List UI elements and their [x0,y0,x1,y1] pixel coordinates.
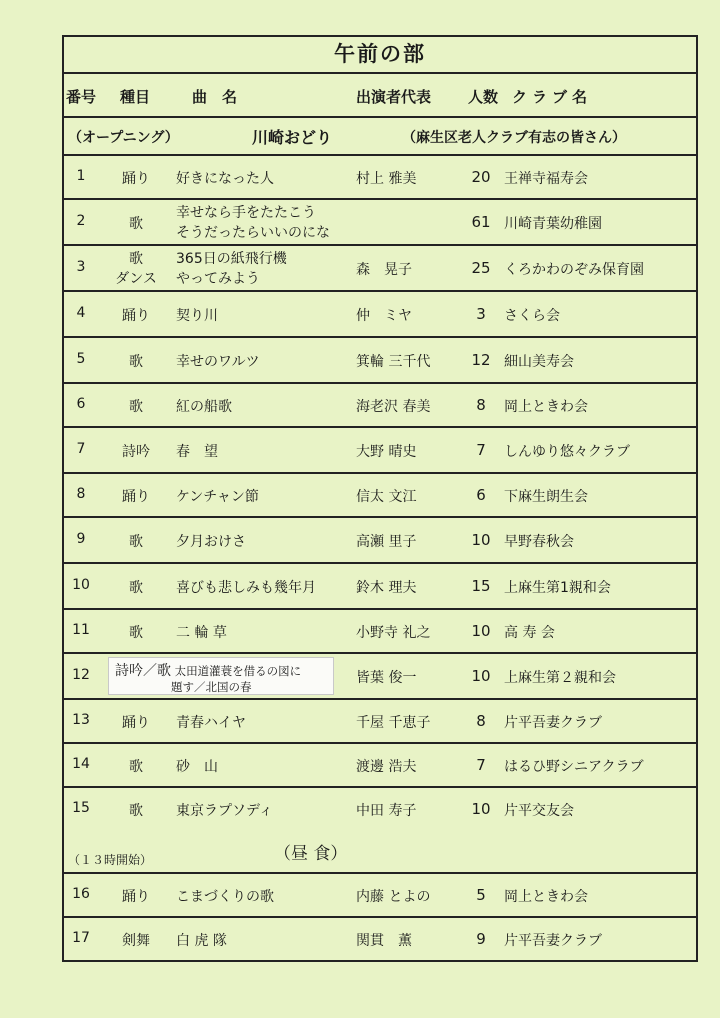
row-number: 11 [72,622,90,638]
row-club: 早野春秋会 [504,534,574,550]
row-performer: 千屋 千恵子 [356,715,431,731]
row-song: 春 望 [176,444,218,460]
row-performer: 村上 雅美 [356,171,417,187]
row-kind: 歌 [129,625,143,641]
row-performer: 中田 寿子 [356,803,417,819]
row-song: 青春ハイヤ [176,715,246,731]
table-row [64,744,696,788]
row-number: 12 [72,667,90,683]
row-count: 6 [476,486,486,504]
row-song: 夕月おけさ [176,534,246,550]
table-row [64,700,696,744]
row-club: はるひ野シニアクラブ [504,759,644,775]
row-performer: 内藤 とよの [356,889,431,905]
row-performer: 鈴木 理夫 [356,580,417,596]
table-row [64,788,696,830]
opening-row [64,118,696,156]
program-table [62,35,698,962]
row-song: 契り川 [176,308,218,324]
row-number: 6 [76,396,86,412]
row-club: くろかわのぞみ保育園 [504,262,644,278]
opening-label: （オープニング） [68,130,179,146]
row-kind: 剣舞 [122,933,150,949]
row-song-2: 題す／北国の春 [171,680,252,694]
row-count: 9 [476,930,486,948]
row-number: 10 [72,577,90,593]
row-club: 片平交友会 [504,803,574,819]
row-count: 12 [471,351,491,369]
row-kind: 歌 [129,803,143,819]
row-club: 片平吾妻クラブ [504,715,602,731]
table-row [64,918,696,960]
table-row [64,874,696,918]
opening-club: （麻生区老人クラブ有志の皆さん） [402,130,626,146]
row-song: 幸せなら手をたたこう [176,205,316,221]
row-club: 片平吾妻クラブ [504,933,602,949]
row-kind: 踊り [122,889,150,905]
row-club: 岡上ときわ会 [504,399,588,415]
row-kind: 歌 [129,216,143,232]
row-kind: 歌 [129,399,143,415]
row-club: 岡上ときわ会 [504,889,588,905]
row-number: 1 [76,168,86,184]
row-number: 14 [72,756,90,772]
row-kind: 歌 [129,580,143,596]
row-performer: 渡邊 浩夫 [356,759,417,775]
opening-song: 川崎おどり [252,128,333,147]
row-kind: 歌 [129,534,143,550]
row-performer: 箕輪 三千代 [356,354,431,370]
lunch-row [64,830,696,874]
row-count: 3 [476,305,486,323]
header-row [64,74,696,118]
row-number: 15 [72,800,90,816]
pasted-label-line-1 [115,660,301,680]
row-performer: 小野寺 礼之 [356,625,431,641]
row-count: 7 [476,441,486,459]
row-number: 17 [72,930,90,946]
row-song: 365日の紙飛行機 [176,251,287,267]
lunch-time: （１３時開始） [68,853,153,867]
row-number: 5 [76,351,86,367]
row-kind: 詩吟 [122,444,150,460]
header-performer: 出演者代表 [356,88,432,106]
row-performer: 信太 文江 [356,489,417,505]
row-kind: 歌 [129,251,143,267]
row-performer: 森 晃子 [356,262,412,278]
table-row [64,338,696,384]
row-count: 10 [471,531,491,549]
row-performer: 仲 ミヤ [356,308,412,324]
row-club: 上麻生第1親和会 [504,580,611,596]
row-song-2: やってみよう [176,271,260,287]
row-kind: 歌 [129,354,143,370]
lunch-label: （昼 食） [274,844,348,864]
row-count: 15 [471,577,491,595]
table-row [64,564,696,610]
table-row [64,610,696,654]
row-song: 白 虎 隊 [176,933,227,949]
row-count: 7 [476,756,486,774]
table-row [64,292,696,338]
row-number: 9 [76,531,86,547]
row-number: 8 [76,486,86,502]
row-club: 川崎青葉幼稚園 [504,216,602,232]
row-club: 細山美寿会 [504,354,574,370]
row-song: 好きになった人 [176,171,274,187]
row-count: 5 [476,886,486,904]
row-count: 10 [471,622,491,640]
row-count: 61 [471,213,491,231]
table-row [64,156,696,200]
row-kind-2: ダンス [115,271,157,287]
row-song: 幸せのワルツ [176,354,260,370]
row-song: ケンチャン節 [176,489,259,505]
row-number: 3 [76,259,86,275]
header-kind: 種目 [120,88,151,106]
row-club: さくら会 [504,308,560,324]
table-row [64,654,696,700]
header-no: 番号 [66,88,97,106]
row-song: 喜びも悲しみも幾年月 [176,580,316,596]
row-club: 上麻生第２親和会 [504,670,616,686]
row-number: 4 [76,305,86,321]
table-row [64,474,696,518]
row-number: 2 [76,213,86,229]
row-performer: 関貫 薫 [356,933,412,949]
row-song: 東京ラプソディ [176,803,273,819]
row-song-2: そうだったらいいのにな [176,225,330,241]
row-kind: 歌 [129,759,143,775]
row-club: 下麻生朗生会 [504,489,588,505]
row-count: 10 [471,667,491,685]
row-performer: 海老沢 春美 [356,399,431,415]
row-kind: 詩吟／歌 [115,663,171,679]
row-club: しんゆり悠々クラブ [504,444,630,460]
row-song: 紅の船歌 [176,399,232,415]
table-row [64,384,696,428]
row-performer: 大野 晴史 [356,444,417,460]
table-row [64,428,696,474]
row-song: 太田道灌蓑を借るの図に [171,664,302,678]
section-title: 午前の部 [64,37,696,74]
row-count: 8 [476,396,486,414]
header-count: 人数 [468,88,499,106]
row-club: 高 寿 会 [504,625,555,641]
row-count: 10 [471,800,491,818]
row-kind: 踊り [122,171,150,187]
row-club: 王禅寺福寿会 [504,171,588,187]
table-row [64,246,696,292]
row-kind: 踊り [122,489,150,505]
row-number: 13 [72,712,90,728]
row-number: 7 [76,441,86,457]
row-performer: 皆葉 俊一 [356,670,417,686]
header-club: クラブ名 [512,88,593,106]
table-row [64,518,696,564]
row-kind: 踊り [122,308,150,324]
row-song: 砂 山 [176,759,218,775]
row-song: こまづくりの歌 [176,889,274,905]
pasted-label [108,657,334,695]
row-number: 16 [72,886,90,902]
header-song: 曲 名 [192,88,238,106]
row-kind: 踊り [122,715,150,731]
row-count: 20 [471,168,491,186]
row-song: 二 輪 草 [176,625,227,641]
row-performer: 高瀬 里子 [356,534,417,550]
row-count: 8 [476,712,486,730]
table-row [64,200,696,246]
row-count: 25 [471,259,491,277]
